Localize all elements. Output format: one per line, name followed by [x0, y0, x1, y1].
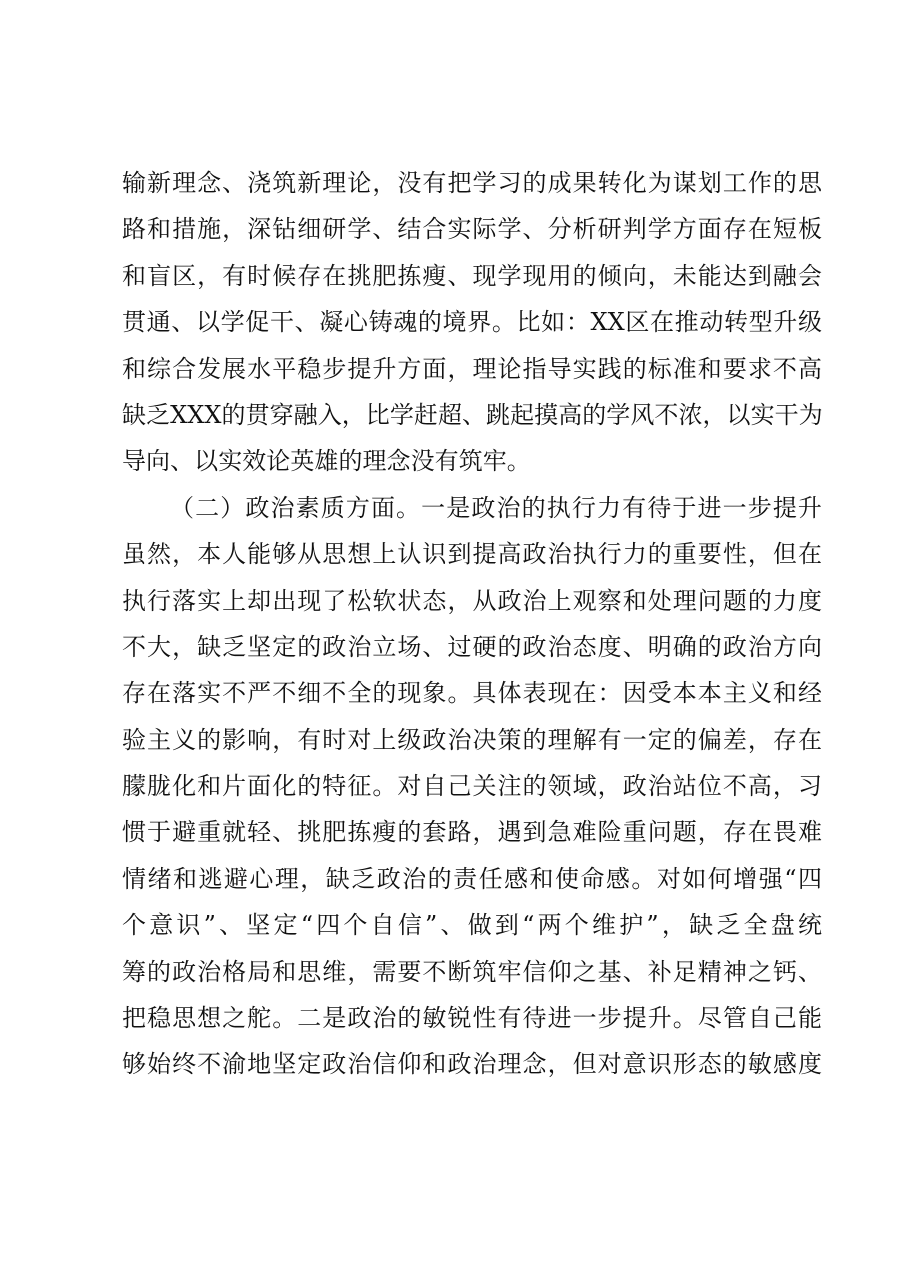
text-line: 存在落实不严不细不全的现象。具体表现在：因受本本主义和经	[122, 679, 822, 708]
text-line: 筹的政治格局和思维，需要不断筑牢信仰之基、补足精神之钙、	[122, 957, 822, 986]
text-line: 情绪和逃避心理，缺乏政治的责任感和使命感。对如何增强“四	[122, 864, 822, 893]
text-line: 输新理念、浇筑新理论，没有把学习的成果转化为谋划工作的思	[122, 169, 822, 197]
text-line: 和综合发展水平稳步提升方面，理论指导实践的标准和要求不高	[122, 354, 822, 383]
text-line: 执行落实上却出现了松软状态，从政治上观察和处理问题的力度	[122, 586, 822, 615]
text-line: 和盲区，有时候存在挑肥拣瘦、现学现用的倾向，未能达到融会	[122, 261, 822, 290]
text-line: 把稳思想之舵。二是政治的敏锐性有待进一步提升。尽管自己能	[122, 1004, 822, 1033]
text-line: 不大，缺乏坚定的政治立场、过硬的政治态度、明确的政治方向	[122, 632, 822, 661]
text-line: 够始终不渝地坚定政治信仰和政治理念，但对意识形态的敏感度	[122, 1050, 822, 1079]
text-line: 贯通、以学促干、凝心铸魂的境界。比如：XX区在推动转型升级	[122, 308, 822, 337]
text-line: 惯于避重就轻、挑肥拣瘦的套路，遇到急难险重问题，存在畏难	[122, 818, 822, 847]
text-line: 朦胧化和片面化的特征。对自己关注的领域，政治站位不高，习	[122, 772, 822, 801]
text-line: 虽然，本人能够从思想上认识到提高政治执行力的重要性，但在	[122, 540, 822, 569]
body-text	[122, 160, 822, 1088]
section-heading-line: （二）政治素质方面。一是政治的执行力有待于进一步提升	[170, 493, 822, 522]
text-line: 个意识”、坚定“四个自信”、做到“两个维护”，缺乏全盘统	[122, 911, 822, 940]
text-line: 路和措施，深钻细研学、结合实际学、分析研判学方面存在短板	[122, 215, 822, 244]
text-line: 缺乏XXX的贯穿融入，比学赶超、跳起摸高的学风不浓，以实干为	[122, 400, 823, 429]
text-line: 导向、以实效论英雄的理念没有筑牢。	[122, 447, 531, 476]
text-line: 验主义的影响，有时对上级政治决策的理解有一定的偏差，存在	[122, 725, 822, 754]
